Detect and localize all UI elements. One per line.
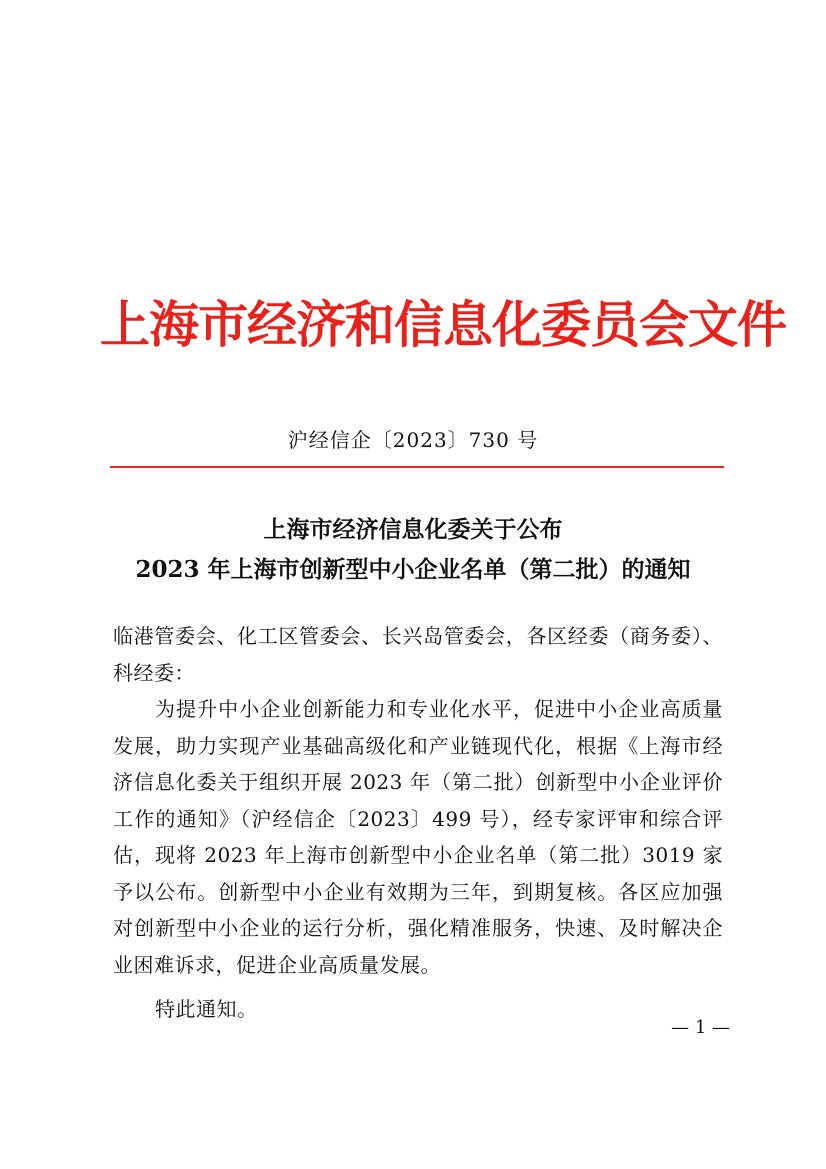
- notice-title-line-1: 上海市经济信息化委关于公布: [263, 516, 563, 543]
- issuer-masthead: 上海市经济和信息化委员会文件: [100, 295, 786, 354]
- notice-title-line-2: 2023 年上海市创新型中小企业名单（第二批）的通知: [135, 556, 691, 583]
- document-number: 沪经信企〔2023〕730 号: [287, 428, 539, 452]
- closing-line: 特此通知。: [155, 997, 258, 1021]
- page-number: — 1 —: [671, 1017, 730, 1038]
- notice-body: [113, 618, 723, 1028]
- addressee: 临港管委会、化工区管委会、长兴岛管委会，各区经委（商务委）、科经委：: [113, 624, 723, 685]
- red-divider-line: [110, 466, 724, 468]
- body-paragraph: 为提升中小企业创新能力和专业化水平，促进中小企业高质量发展，助力实现产业基础高级化和产业链现代化，根据《上海市经济信息化委关于组织开展 2023 年（第二批）创新型中小企业评价工作的通知》（沪经信企〔2023〕499 号），经专家评审和综合评估，现将 2023 年上海市创新型中小企业名单（第二批）3019 家予以公布。创新型中小企业有效期为三年，到期复核。各区应加强对创新型中小企业的运行分析，强化精准服务，快速、及时解决企业困难诉求，促进企业高质量发展。: [113, 697, 723, 977]
